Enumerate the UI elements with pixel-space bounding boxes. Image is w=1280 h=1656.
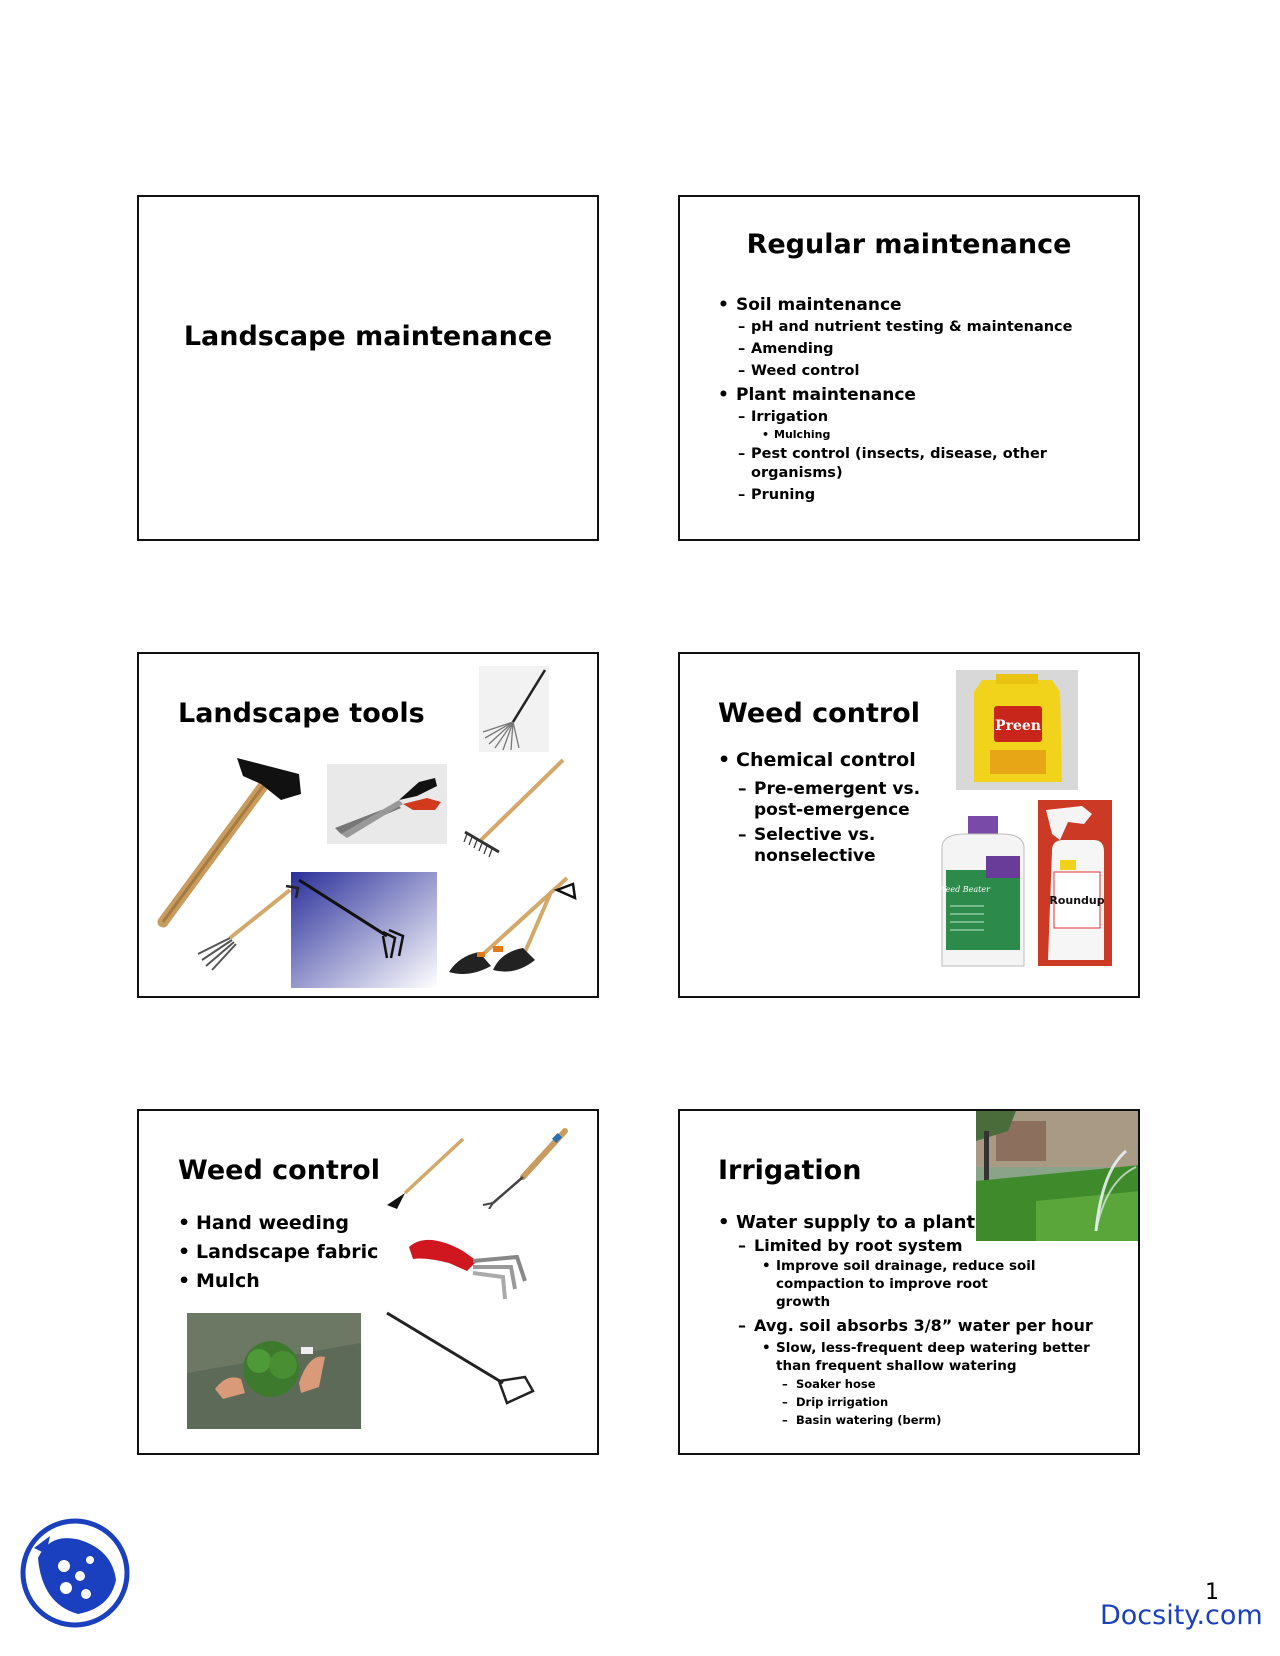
method-item: – Basin watering (berm) (718, 1411, 1138, 1429)
sub-bullet: – pH and nutrient testing & maintenance (718, 318, 1128, 337)
slide-title: Landscape tools (178, 698, 425, 729)
slide-title: Weed control (718, 698, 920, 729)
scuffle-hoe-image (385, 1135, 469, 1211)
stirrup-hoe-image (385, 1311, 545, 1411)
sub-bullet: – Limited by root system (718, 1235, 1138, 1257)
bullet-item: • Landscape fabric (178, 1238, 398, 1267)
sub-bullet: – Pest control (insects, disease, other organisms) (718, 445, 1051, 483)
weed-beater-label: Weed Beater (938, 885, 990, 894)
hand-cultivator-image (407, 1227, 539, 1307)
sub-sub-bullet: • Mulching (718, 427, 1128, 443)
slide-regular-maintenance (678, 195, 1140, 541)
sub-bullet: – Irrigation (718, 408, 1128, 427)
bullet-list (178, 1209, 398, 1296)
bullet-plant: • Plant maintenance (718, 384, 1128, 406)
docsity-logo-icon (20, 1518, 130, 1628)
sub-bullet: – Amending (718, 340, 1128, 359)
spading-fork-image (194, 884, 304, 974)
brand-suffix: .com (1196, 1600, 1263, 1631)
brand-name: Docsity (1100, 1600, 1197, 1631)
cultivator-image (291, 872, 437, 988)
slide-weed-control-manual (137, 1109, 599, 1455)
shears-image (327, 764, 447, 844)
weeder-image (479, 1125, 571, 1209)
bullet-soil: • Soil maintenance (718, 294, 1128, 316)
method-item: – Drip irrigation (718, 1393, 1138, 1411)
weed-beater-product-image (934, 816, 1028, 972)
bullet-list (718, 294, 1128, 505)
fan-rake-image (479, 666, 549, 752)
preen-product-image (956, 670, 1078, 790)
bullet-list (718, 746, 938, 867)
slide-irrigation (678, 1109, 1140, 1455)
sub-bullet: – Avg. soil absorbs 3/8” water per hour (718, 1315, 1138, 1337)
method-item: – Soaker hose (718, 1375, 1138, 1393)
roundup-product-image (1038, 800, 1112, 966)
bullet-item: • Hand weeding (178, 1209, 398, 1238)
sub-bullet: – Pre-emergent vs. post-emergence (718, 779, 938, 821)
bullet-chemical-control: • Chemical control (718, 746, 938, 775)
slide-title: Irrigation (718, 1155, 862, 1186)
preen-label: Preen (995, 718, 1041, 734)
page-number: 1 (1205, 1580, 1219, 1605)
slide-title: Regular maintenance (746, 229, 1072, 260)
planting-photo-image (187, 1313, 361, 1429)
sub-sub-bullet: • Improve soil drainage, reduce soil compaction to improve root growth (718, 1257, 1046, 1311)
shovels-image (439, 872, 579, 982)
bullet-list (718, 1211, 1138, 1429)
slide-title: Landscape maintenance (183, 321, 553, 352)
bullet-item: • Mulch (178, 1267, 398, 1296)
roundup-label: Roundup (1049, 894, 1105, 907)
sub-sub-bullet: • Slow, less-frequent deep watering better than frequent shallow watering (718, 1339, 1096, 1375)
slide-landscape-tools (137, 652, 599, 998)
bullet-water-supply: • Water supply to a plant (718, 1211, 1138, 1235)
slide-weed-control-chemical (678, 652, 1140, 998)
sub-bullet: – Weed control (718, 362, 1128, 381)
sub-bullet: – Selective vs. nonselective (718, 825, 938, 867)
slide-title: Weed control (178, 1155, 380, 1186)
docsity-brand-link[interactable] (1100, 1600, 1263, 1631)
bow-rake-image (459, 756, 569, 860)
sub-bullet: – Pruning (718, 486, 1128, 505)
slide-landscape-maintenance (137, 195, 599, 541)
